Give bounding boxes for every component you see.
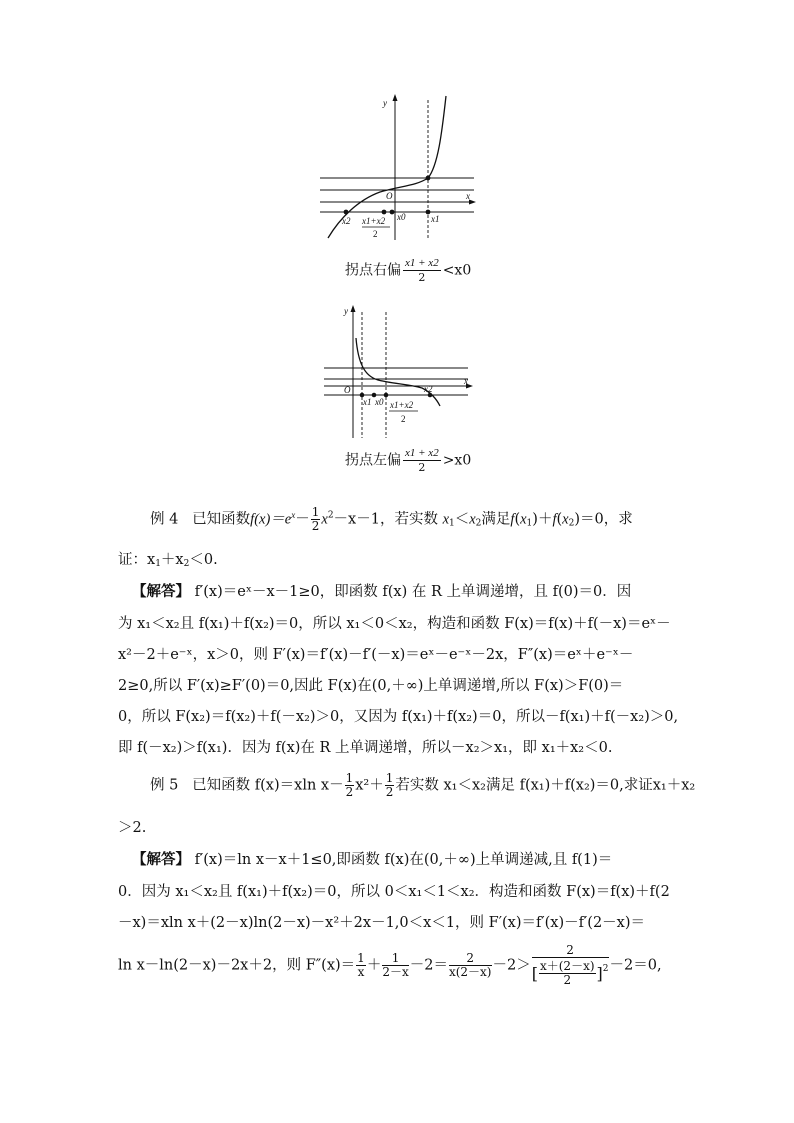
caption-frac-num: x1 + x2 [405,447,439,459]
example-5-frac-1: $\frac{1}{2}$ [345,771,354,799]
solution-4-line-3: x²－2＋e⁻ˣ，x＞0，则 F′(x)＝f′(x)－f′(－x)＝eˣ－e⁻ˣ－2x，F″(x)＝eˣ＋e⁻ˣ－ [118,647,634,663]
example-4-minus: － [295,511,310,528]
example-4-text-e: －x－1，若实数 [333,511,438,528]
label-mid-num: x1+x2 [390,400,414,410]
solution-4-line-6: 即 f(－x₂)＞f(x₁)．因为 f(x)在 R 上单调递增，所以－x₂＞x₁，即 x₁＋x₂＜0. [118,740,613,756]
point-mid [384,393,389,398]
example-5-text-a: 已知函数 f(x)＝xln x－ [192,777,344,794]
example-5-text-d: x₁＋x₂ [652,777,696,794]
solution-5-line-4 [118,944,662,987]
graph-inflection-left [318,302,478,442]
label-x2: x2 [424,384,433,394]
label-x1: x1 [363,397,372,407]
solution-5-plus: ＋ [366,957,382,974]
example-4-label: 例 4 [150,511,179,528]
solution-4-line-1: 【解答】 f′(x)＝eˣ－x－1≥0，即函数 f(x) 在 R 上单调递增，且 f(0)＝0．因 [132,583,632,600]
solution-5-text-m2: －2＝ [409,957,448,974]
example-5-frac-2: $\frac{1}{2}$ [385,771,394,799]
label-x: x [466,191,470,201]
label-origin: O [386,191,393,201]
example-4-fx: f(x)＝e [250,511,292,528]
solution-5-line-1: 【解答】 f′(x)＝ln x－x＋1≤0,即函数 f(x)在(0,＋∞)上单调递减,且 f(1)＝ [132,851,613,868]
example-5-text-b: x²＋ [355,777,384,794]
graph-inflection-right [318,92,478,242]
point-x1 [426,210,431,215]
label-x1: x1 [431,214,440,224]
label-x0: x0 [397,212,406,222]
solution-4-tag: 【解答】 [132,583,190,600]
point-x0 [390,210,395,215]
example-5-text-c: 若实数 x₁＜x₂满足 f(x₁)＋f(x₂)＝0,求证 [395,777,653,794]
solution-4-line-4: 2≥0,所以 F′(x)≥F′(0)＝0,因此 F(x)在(0,＋∞)上单调递增,所以 F(x)＞F(0)＝ [118,678,624,694]
solution-5-tag: 【解答】 [132,851,190,868]
example-4-x: x [321,511,328,528]
label-y: y [383,98,387,108]
example-4-line-1: 例 4 已知函数$f(x)=e^x-$ $\frac{1}{2}$ $x^2-x-1$，若实数 $x_1<x_2$满足$f(x_1)+f(x_2)=0$，求 [150,505,633,533]
label-x2: x2 [342,216,351,226]
caption-inflection-right [345,256,471,285]
example-4-prove-b: ＋x [160,552,184,568]
example-4-text-g: ＝0，求 [580,511,633,528]
point-mid [382,210,387,215]
point-inflection [426,176,431,181]
example-5-line-1 [150,772,695,799]
caption-fraction [403,256,441,285]
example-5-label: 例 5 [150,777,179,794]
label-mid-den: 2 [401,414,406,424]
solution-5-line-2: 0．因为 x₁＜x₂且 f(x₁)＋f(x₂)＝0，所以 0＜x₁＜1＜x₂．构造和函数 F(x)＝f(x)＋f(2 [118,884,670,900]
point-x2 [344,210,349,215]
solution-5-frac-4: 2 [ $\frac{x+(2-x)}{2}$ ]$^2$ [531,943,609,987]
caption-fraction [403,446,441,475]
caption-relation: <x0 [442,262,472,279]
solution-5-frac-1: $\frac{1}{x}$ [357,951,365,979]
solution-5-text-m3: －2＞ [492,957,531,974]
function-curve [356,338,440,406]
example-4-prove-a: 证：x [118,552,156,568]
example-4-line-2: 证：$x_1+x_2<0$. [118,552,218,569]
example-4-text-a: 已知函数 [192,511,251,528]
caption-text: 拐点右偏 [345,262,401,279]
example-4-frac: $\frac{1}{2}$ [311,505,320,533]
label-mid-den: 2 [373,229,378,239]
caption-inflection-left [345,446,471,475]
solution-5-line-3: －x)＝xln x＋(2－x)ln(2－x)－x²＋2x－1,0＜x＜1，则 F′(x)＝f′(x)－f′(2－x)＝ [118,915,646,931]
solution-4-line-2: 为 x₁＜x₂且 f(x₁)＋f(x₂)＝0，所以 x₁＜0＜x₂，构造和函数 F(x)＝f(x)＋f(－x)＝eˣ－ [118,616,671,632]
solution-5-text-a: ln x－ln(2－x)－2x＋2，则 F″(x)＝ [118,957,356,974]
y-axis-arrow [393,94,398,101]
caption-text: 拐点左偏 [345,452,401,469]
label-y: y [344,306,348,316]
caption-frac-den: 2 [418,271,426,284]
example-4-text-f: 满足 [481,511,511,528]
label-x0: x0 [375,397,384,407]
example-4-prove-c: ＜0. [189,552,218,568]
solution-5-frac-3: $\frac{2}{x(2-x)}$ [448,951,492,979]
example-5-line-2: ＞2. [118,820,147,836]
label-x: x [464,376,468,386]
label-mid-num: x1+x2 [362,216,386,226]
y-axis-arrow [351,305,356,312]
caption-relation: >x0 [442,452,472,469]
solution-5-frac-2: $\frac{1}{2-x}$ [382,951,409,979]
caption-frac-den: 2 [418,461,426,474]
solution-4-line-5: 0，所以 F(x₂)＝f(x₂)＋f(－x₂)＞0，又因为 f(x₁)＋f(x₂)＝0，所以－f(x₁)＋f(－x₂)＞0, [118,709,679,725]
caption-frac-num: x1 + x2 [405,257,439,269]
label-origin: O [344,385,351,395]
solution-5-text-m4: －2＝0, [609,957,662,974]
x-axis-arrow [469,200,476,205]
